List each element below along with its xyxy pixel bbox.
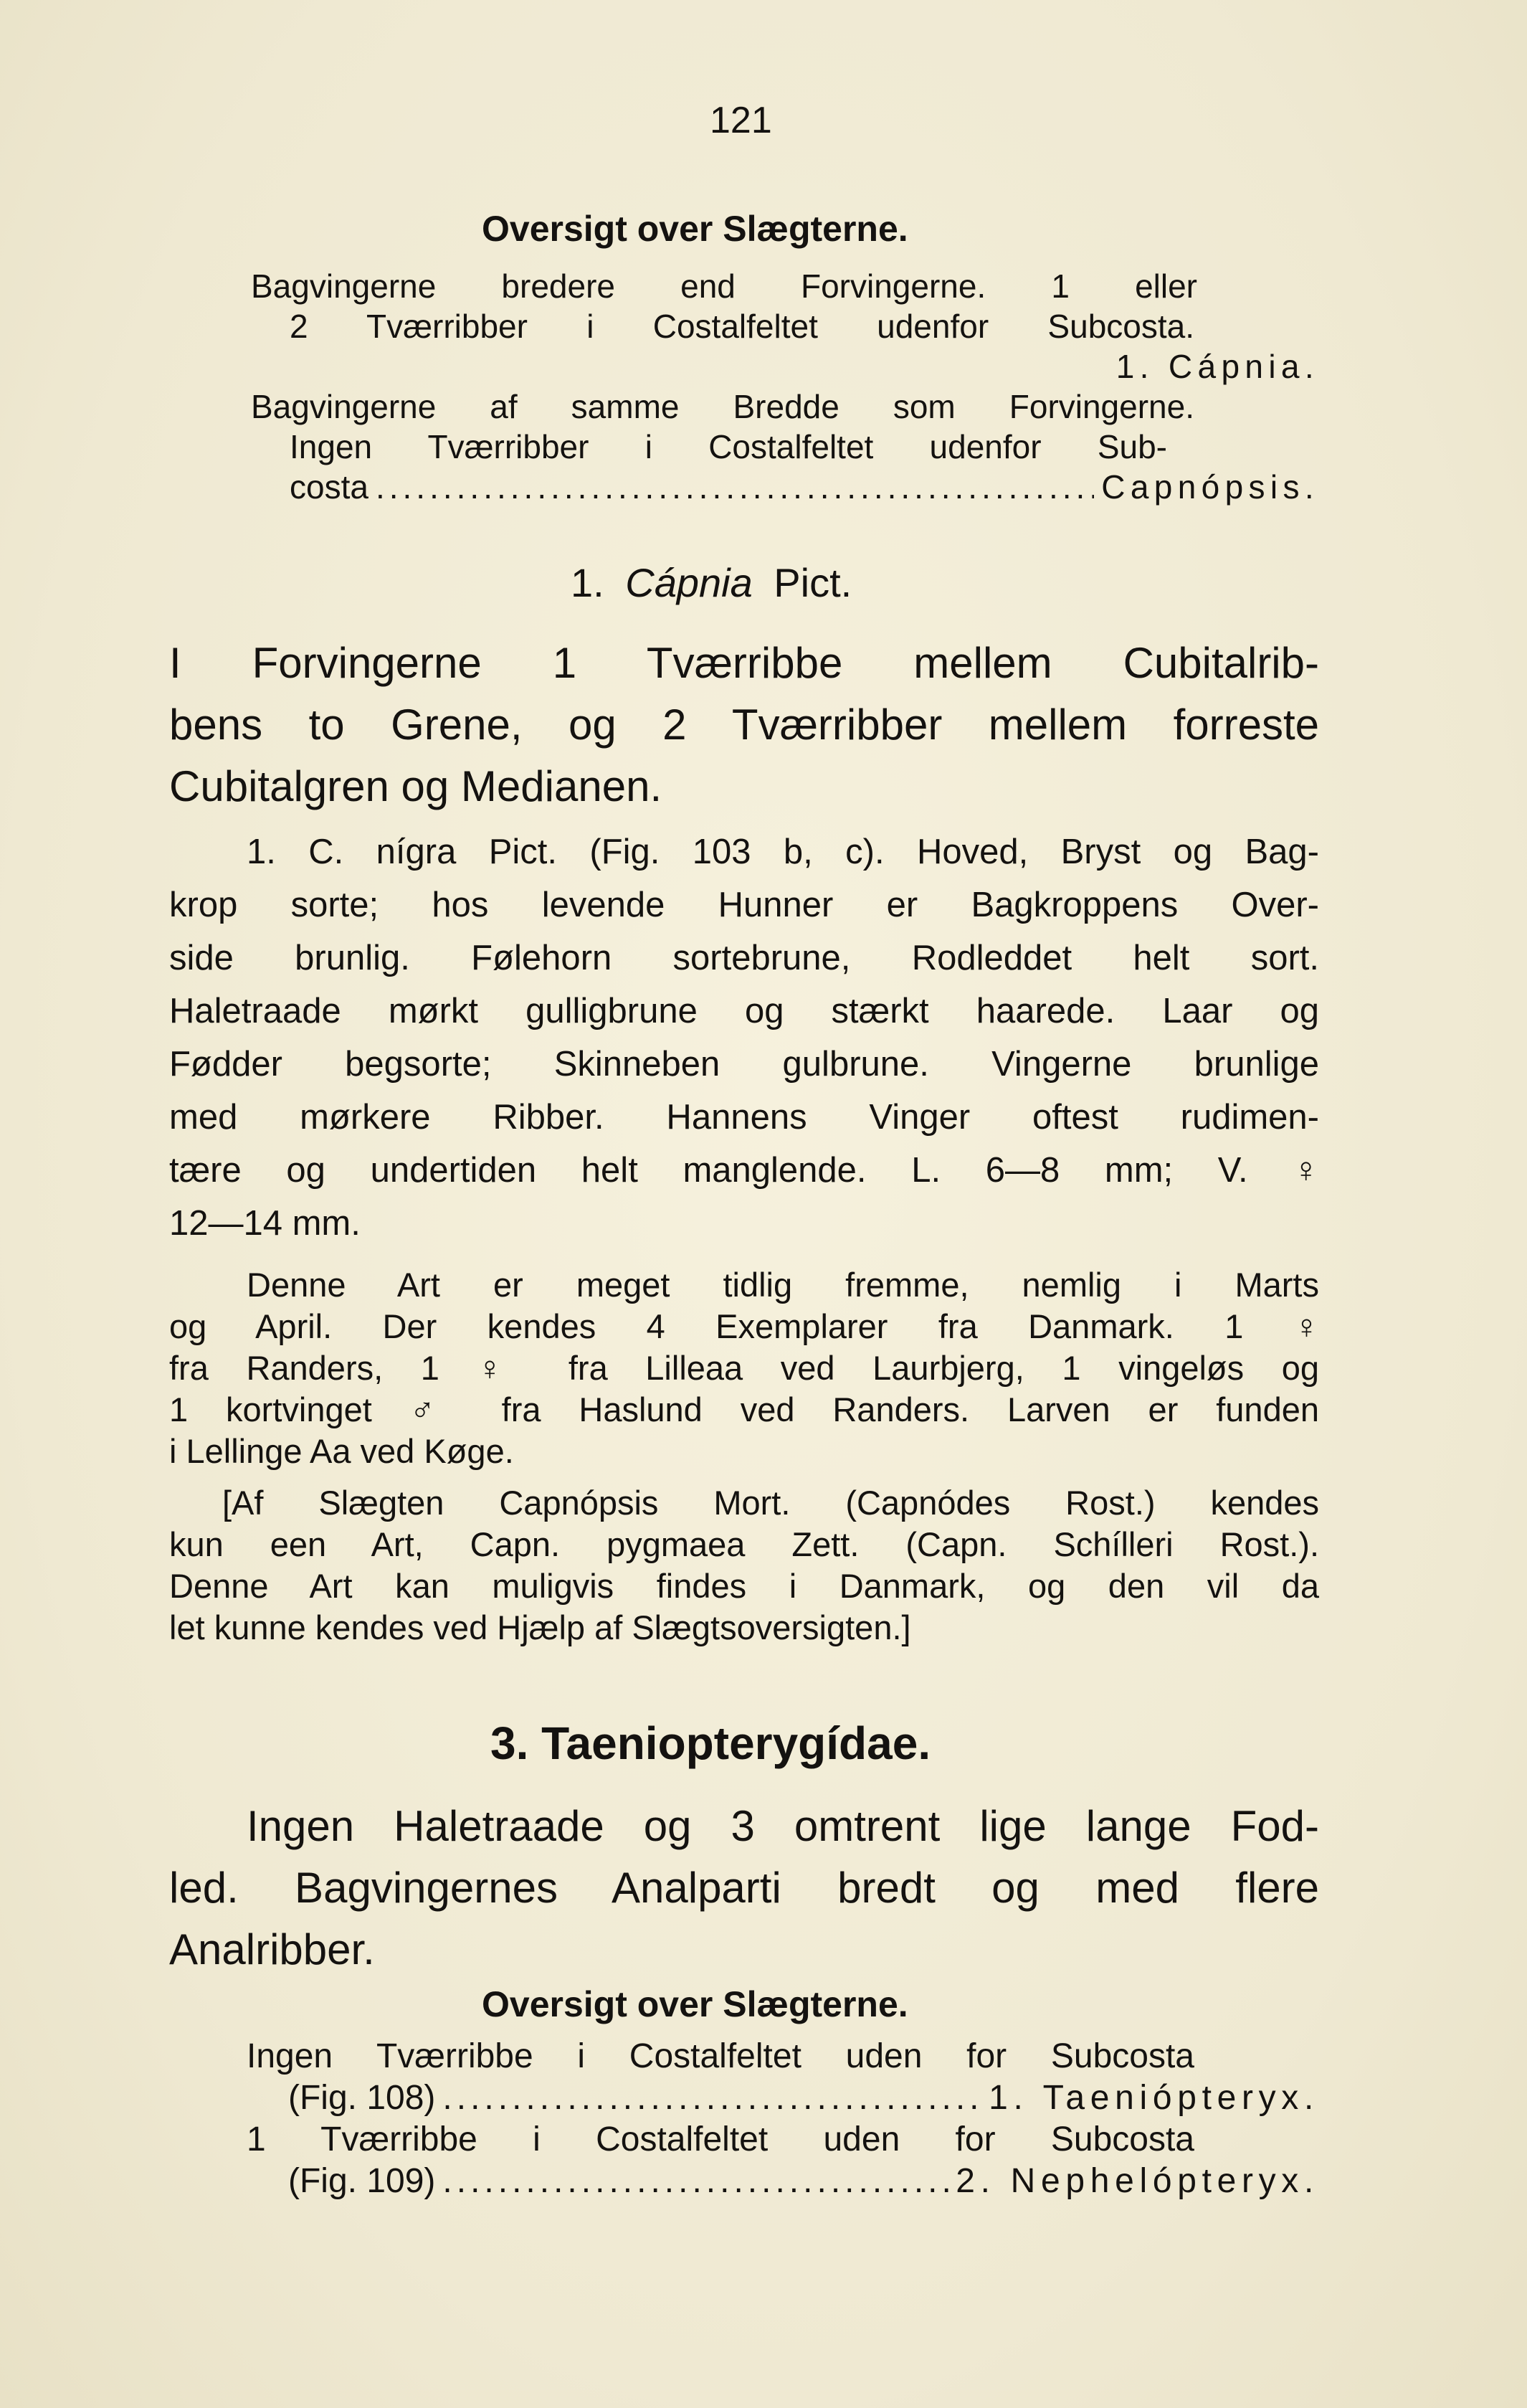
note-line: [Af Slægten Capnópsis Mort. (Capnódes Rost.) kendes [222,1484,1319,1522]
species-description-line: tære og undertiden helt manglende. L. 6—8 mm; V. ♀ [169,1151,1319,1190]
family-description-line: Ingen Haletraade og 3 omtrent lige lange Fod- [247,1802,1319,1850]
key-result-nephelopteryx: 2. Nephelópteryx. [956,2162,1319,2200]
species-description-line: Fødder begsorte; Skinneben gulbrune. Vingerne brunlige [169,1045,1319,1084]
note-line: let kunne kendes ved Hjælp af Slægtsoversigten.] [169,1608,911,1646]
family-description-line: Analribber. [169,1925,375,1973]
note-line: kun een Art, Capn. pygmaea Zett. (Capn. Schílleri Rost.). [169,1525,1319,1563]
page-number: 121 [710,100,772,141]
leader-dots [442,2161,948,2201]
key-line-leader [288,2161,1319,2201]
key-line: Bagvingerne bredere end Forvingerne. 1 eller [251,267,1197,305]
key-line-leader [290,468,1319,506]
key-line-text: (Fig. 109) [288,2162,436,2200]
key-line-text: (Fig. 108) [288,2079,436,2117]
key-line-text: costa [290,468,368,506]
genus-heading-name: Cápnia [625,560,753,605]
key-line: Bagvingerne af samme Bredde som Forvingerne. [251,388,1194,425]
distribution-line: Denne Art er meget tidlig fremme, nemlig i Marts [247,1266,1319,1304]
leader-dots [442,2078,981,2118]
species-description-line: Haletraade mørkt gulligbrune og stærkt haarede. Laar og [169,992,1319,1030]
species-description-line: med mørkere Ribber. Hannens Vinger oftest rudimen- [169,1098,1319,1137]
genus-heading [571,559,852,606]
leader-dots [376,468,1094,506]
species-description-line: 12—14 mm. [169,1204,361,1243]
genus-heading-number: 1. [571,560,604,605]
key-line: Ingen Tværribber i Costalfeltet udenfor Sub- [290,428,1167,465]
key-line: Ingen Tværribbe i Costalfeltet uden for Subcosta [247,2037,1194,2075]
distribution-line: 1 kortvinget ♂ fra Haslund ved Randers. Larven er funden [169,1390,1319,1428]
key-title: Oversigt over Slægterne. [482,209,908,249]
key-line-leader [288,2078,1319,2118]
key-line: 1 Tværribbe i Costalfeltet uden for Subcosta [247,2120,1194,2158]
key-title: Oversigt over Slægterne. [482,1984,908,2024]
genus-heading-author: Pict. [774,560,852,605]
key-result-taeniopteryx: 1. Taeniópteryx. [989,2079,1319,2117]
key-line: 2 Tværribber i Costalfeltet udenfor Subcosta. [290,308,1194,345]
genus-description-line: bens to Grene, og 2 Tværribber mellem forreste [169,701,1319,749]
species-description-line: krop sorte; hos levende Hunner er Bagkroppens Over- [169,886,1319,924]
key-result-capnia: 1. Cápnia. [1115,348,1319,385]
species-description-line: side brunlig. Følehorn sortebrune, Rodleddet helt sort. [169,939,1319,977]
distribution-line: i Lellinge Aa ved Køge. [169,1432,514,1470]
species-description-line: 1. C. nígra Pict. (Fig. 103 b, c). Hoved, Bryst og Bag- [247,833,1319,871]
distribution-line: fra Randers, 1 ♀ fra Lilleaa ved Laurbjerg, 1 vingeløs og [169,1349,1319,1387]
key-result-capnopsis: Capnópsis. [1101,468,1319,506]
note-line: Denne Art kan muligvis findes i Danmark, og den vil da [169,1567,1319,1605]
family-description-line: led. Bagvingernes Analparti bredt og med flere [169,1864,1319,1912]
family-heading: 3. Taeniopterygídae. [490,1717,931,1769]
genus-description-line: Cubitalgren og Medianen. [169,762,662,810]
distribution-line: og April. Der kendes 4 Exemplarer fra Danmark. 1 ♀ [169,1307,1319,1345]
genus-description-line: I Forvingerne 1 Tværribbe mellem Cubitalrib- [169,639,1319,687]
